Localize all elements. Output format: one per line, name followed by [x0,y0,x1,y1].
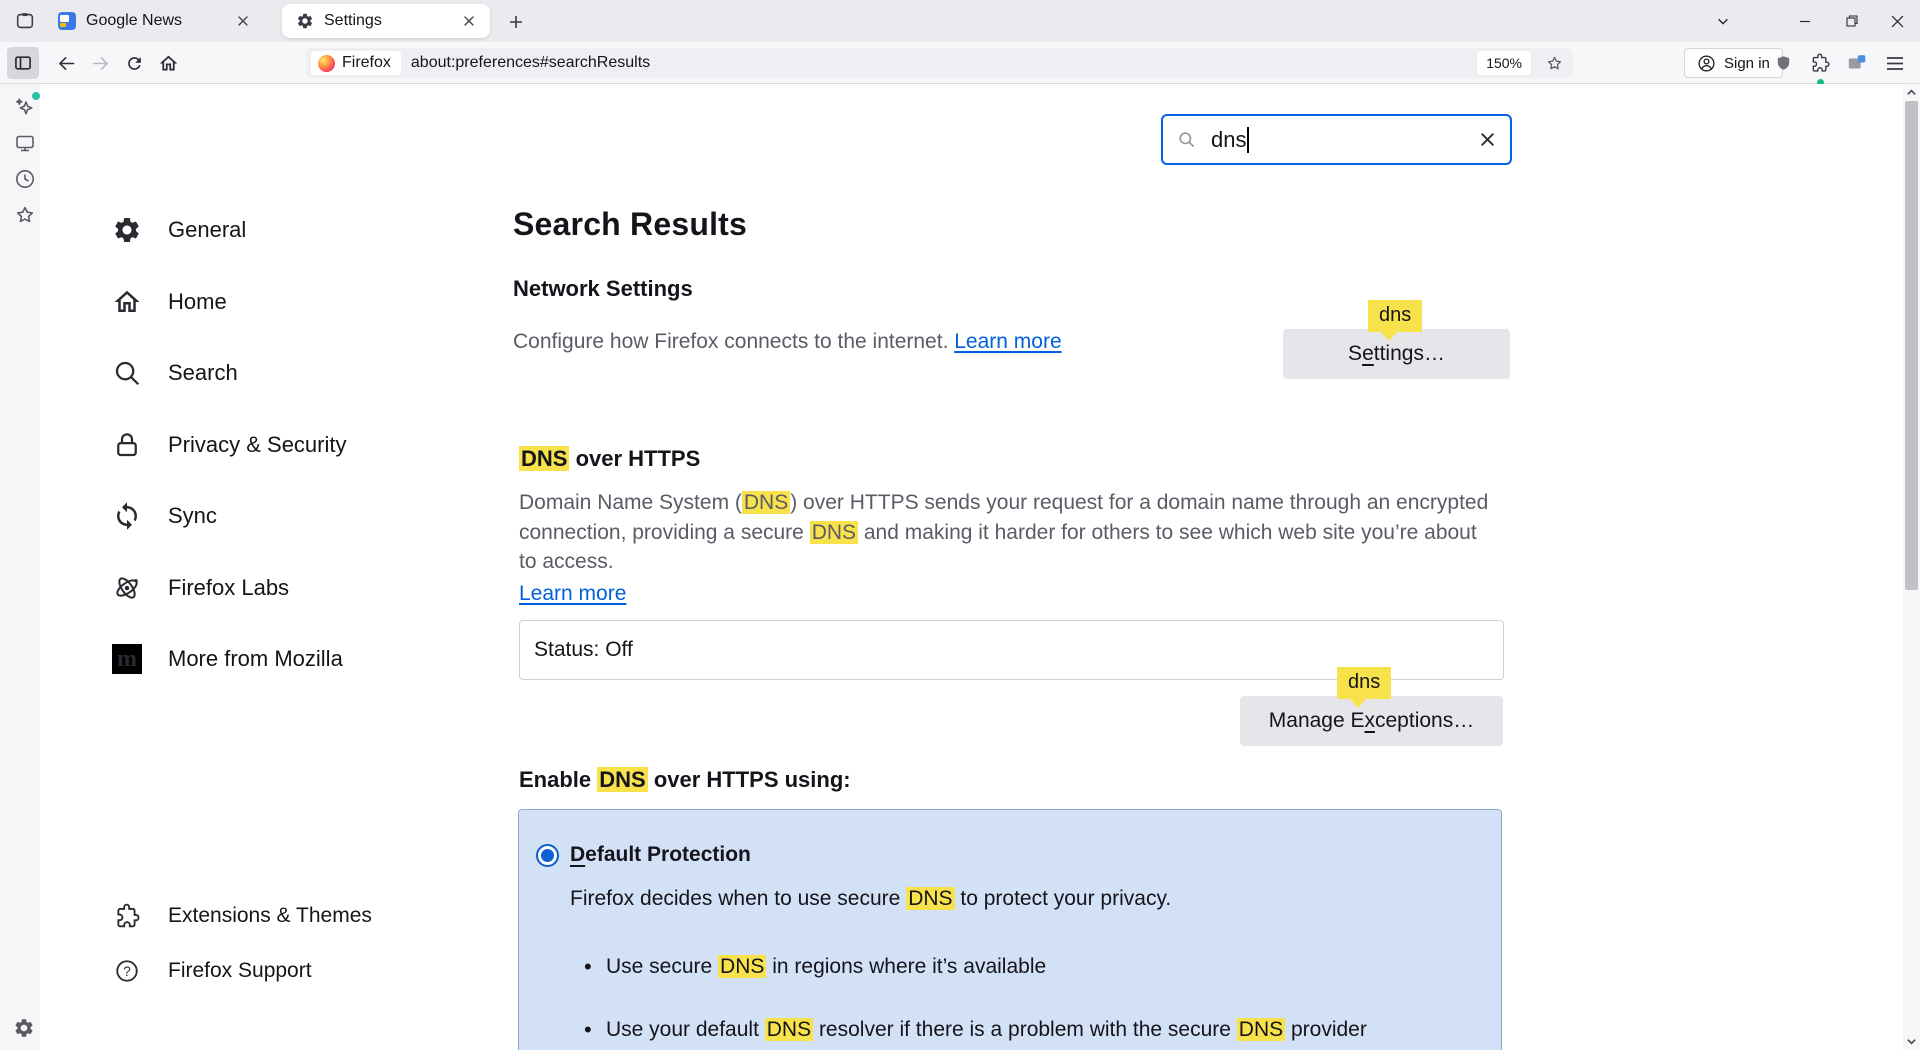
radio-selected[interactable] [536,844,559,867]
list-item: • Use your default DNS resolver if there is a problem with the secure DNS provider [570,1018,1367,1042]
sidebar-item-sync[interactable] [112,494,217,538]
sidebar-toggle-button[interactable] [7,47,39,79]
doh-description: Domain Name System (DNS) over HTTPS sends your request for a domain name through an encrypted connection, providing a secure DNS and making it harder for others to see which web site you’re about to access. [519,491,1489,573]
default-protection-description: Firefox decides when to use secure DNS to protect your privacy. [570,887,1172,910]
tab-close-icon[interactable] [232,10,254,32]
sidebar-settings-gear-icon[interactable] [13,1017,37,1041]
search-icon [112,358,142,388]
home-button[interactable] [152,47,184,79]
bookmarks-star-icon[interactable] [13,203,37,227]
sidebar-item-search[interactable] [112,351,238,395]
window-minimize-button[interactable] [1782,0,1828,42]
account-icon [1697,54,1716,73]
manage-exceptions-button[interactable]: Manage E x ceptions… [1240,696,1503,746]
sidebar-item-label: More from Mozilla [168,646,343,671]
enable-doh-heading: Enable DNS over HTTPS using: [519,767,851,792]
settings-gear-favicon [296,12,314,30]
tab-title: Settings [324,12,382,29]
shield-extension-icon[interactable] [1769,49,1797,77]
screenshot-extension-icon[interactable] [1843,49,1871,77]
sidebar-item-more-from-mozilla[interactable] [112,637,343,681]
scrollbar-thumb[interactable] [1905,101,1918,590]
sidebar-item-firefox-labs[interactable] [112,566,289,610]
google-news-favicon [58,12,76,30]
learn-more-link[interactable]: Learn more [954,330,1062,353]
default-protection-option-panel[interactable] [518,809,1502,1050]
hamburger-menu-icon[interactable] [1881,49,1909,77]
lock-icon [112,430,142,460]
search-highlight-tooltip: dns [1337,667,1391,699]
back-button[interactable] [50,47,82,79]
default-protection-label: Default Protection [570,843,751,866]
firefox-logo-icon [318,55,335,72]
scroll-down-arrow-icon[interactable] [1906,1036,1917,1047]
sidebar-item-label: Search [168,360,238,385]
network-settings-button[interactable]: S e ttings… [1283,329,1510,379]
mozilla-logo-icon: m [112,644,142,674]
page-title: Search Results [513,206,748,242]
sidebar-item-firefox-support[interactable] [112,949,312,993]
learn-more-link[interactable]: Learn more [519,582,627,605]
bookmark-star-icon[interactable] [1541,50,1567,76]
reload-button[interactable] [118,47,150,79]
sidebar-item-label: Firefox Support [168,959,312,982]
ai-chatbot-sparkle-icon[interactable] [13,95,37,119]
network-settings-heading: Network Settings [513,276,693,301]
gear-icon [112,215,142,245]
sidebar-item-home[interactable] [112,280,227,324]
tab-google-news[interactable] [44,4,264,38]
sidebar-item-label: Sync [168,503,217,528]
sidebar-item-label: General [168,217,247,242]
clear-search-icon[interactable] [1479,131,1496,148]
help-icon [114,958,140,984]
description-text: Configure how Firefox connects to the internet. [513,330,955,353]
sidebar-item-label: Firefox Labs [168,575,290,600]
vertical-scrollbar[interactable] [1903,84,1920,1050]
navigation-toolbar [0,42,1920,84]
search-icon [1177,130,1197,150]
doh-heading: DNS over HTTPS [521,446,701,471]
sidebar-item-label: Home [168,289,227,314]
settings-page [0,84,1920,1050]
tab-bar [0,0,1920,42]
synced-tabs-icon[interactable] [13,131,37,155]
settings-search-field[interactable] [1161,114,1512,165]
sidebar-item-label: Extensions & Themes [168,904,372,927]
text-cursor [1247,127,1249,153]
sidebar-item-extensions-themes[interactable] [112,894,372,938]
status-dot [32,92,40,100]
new-tab-button[interactable] [503,9,529,35]
svg-text:?: ? [123,963,131,979]
tab-settings[interactable] [282,4,490,38]
home-icon [112,287,142,317]
url-bar[interactable] [306,48,1573,78]
sidebar-item-general[interactable] [112,208,246,252]
sync-icon [112,501,142,531]
identity-label: Firefox [342,54,391,71]
search-highlight-tooltip: dns [1368,300,1422,332]
forward-button[interactable] [84,47,116,79]
sidebar-item-privacy-security[interactable] [112,423,347,467]
browser-sidebar-strip [0,84,40,1050]
default-protection-bullet-list [570,946,1367,1042]
identity-chip[interactable] [311,51,401,75]
history-clock-icon[interactable] [13,167,37,191]
puzzle-icon [114,903,140,929]
sign-in-label: Sign in [1724,54,1770,72]
url-text[interactable]: about:preferences#searchResults [410,54,651,71]
search-value: dns [1211,126,1247,152]
zoom-level-indicator[interactable]: 150% [1477,51,1531,75]
atom-icon [112,573,142,603]
tab-close-icon[interactable] [458,10,480,32]
sidebar-item-label: Privacy & Security [168,432,347,457]
list-all-tabs-chevron-icon[interactable] [1700,0,1746,42]
list-item: • Use secure DNS in regions where it’s available [570,955,1367,979]
scroll-up-arrow-icon[interactable] [1906,87,1917,98]
tab-title: Google News [86,12,183,29]
doh-status-text: Status: Off [534,638,633,661]
firefox-view-icon[interactable] [10,8,40,34]
window-restore-button[interactable] [1829,0,1875,42]
extensions-puzzle-icon[interactable] [1806,49,1834,77]
network-settings-description [513,330,1062,354]
window-close-button[interactable] [1874,0,1920,42]
